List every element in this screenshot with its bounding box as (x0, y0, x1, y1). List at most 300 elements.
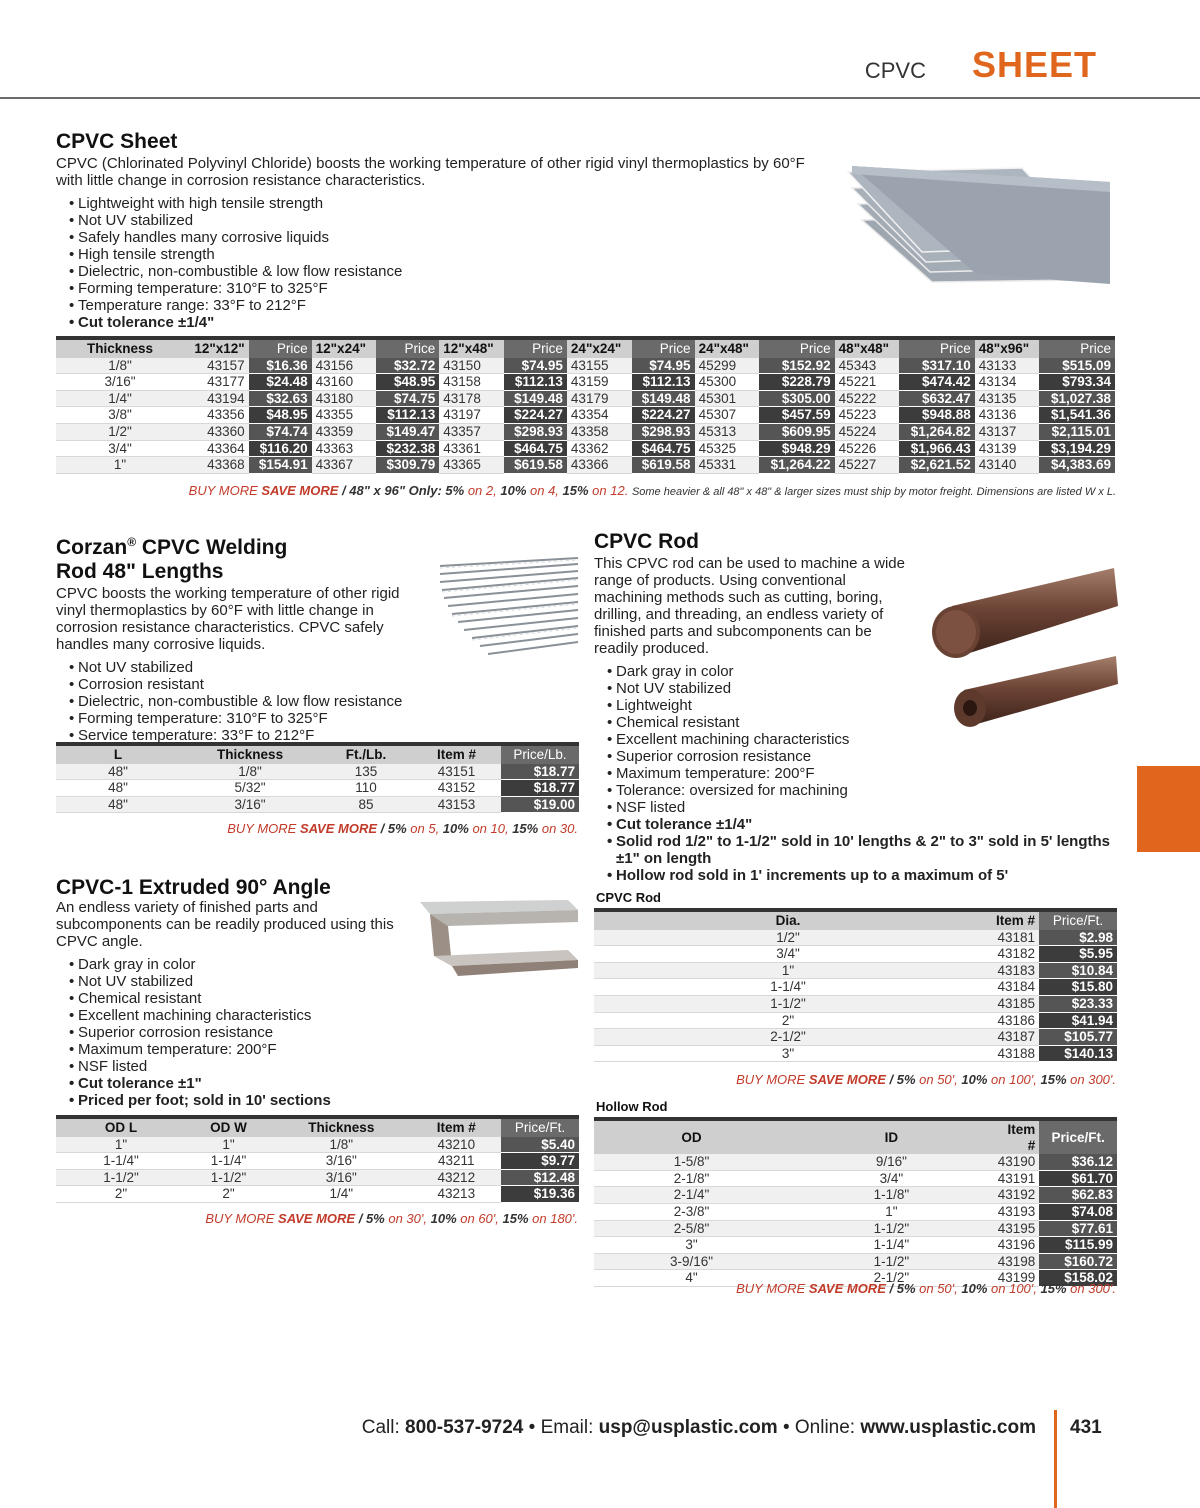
column-header: L (56, 744, 180, 764)
feature-item: • Cut tolerance ±1" (78, 1075, 436, 1092)
cell: 43177 (184, 374, 249, 391)
table-row (56, 1169, 579, 1186)
table-header-row (594, 910, 1117, 930)
price-cell: $41.94 (1039, 1012, 1117, 1029)
online-label: • Online: (777, 1417, 861, 1438)
column-header: 12"x48" (439, 338, 504, 358)
angle-price-table (56, 1115, 579, 1203)
price-cell: $232.38 (376, 440, 439, 457)
feature-item: • Dark gray in color (616, 663, 1116, 680)
table-row (56, 796, 579, 813)
discount-text: 5% (896, 1072, 916, 1087)
cell: 43139 (975, 440, 1040, 457)
price-cell: $632.47 (899, 390, 974, 407)
price-cell: $32.72 (376, 358, 439, 374)
price-cell: $23.33 (1039, 995, 1117, 1012)
price-cell: $948.88 (899, 407, 974, 424)
cell: 1-1/2" (594, 995, 982, 1012)
cell: 1-1/4" (594, 979, 982, 996)
cell: 43159 (567, 374, 632, 391)
price-cell: $18.77 (501, 780, 579, 797)
cell: 3/8" (56, 407, 184, 424)
cell: 1-1/2" (789, 1220, 994, 1237)
email-label: • Email: (523, 1417, 599, 1438)
column-header: Thickness (56, 338, 184, 358)
phone-number[interactable]: 800-537-9724 (405, 1417, 524, 1438)
buy-more-text: BUY MORE (188, 483, 262, 498)
sheet-features (56, 195, 826, 331)
column-header: Price/Ft. (1039, 1119, 1117, 1154)
feature-item: • Maximum temperature: 200°F (616, 765, 1116, 782)
cell: 1/4" (56, 390, 184, 407)
cell: 3/16" (180, 796, 320, 813)
feature-item: • Not UV stabilized (78, 659, 436, 676)
cell: 1/8" (180, 764, 320, 780)
cell: 43137 (975, 423, 1040, 440)
discount-text: on 50', (915, 1281, 962, 1296)
price-cell: $298.93 (504, 423, 567, 440)
hollow-rod-buy-more (736, 1281, 1116, 1296)
angle-section (56, 876, 436, 1109)
rod-description: This CPVC rod can be used to machine a wide range of products. Using conventional machining methods such as cutting, boring, drilling, and threading, an endless variety of finished parts and subcomponents can be readily produced. (594, 555, 905, 657)
feature-item: • Forming temperature: 310°F to 325°F (78, 280, 826, 297)
cell: 43193 (994, 1203, 1040, 1220)
price-cell: $149.48 (632, 390, 695, 407)
column-header: Price/Ft. (1039, 910, 1117, 930)
column-header: 12"x24" (312, 338, 377, 358)
cell: 43182 (982, 946, 1039, 963)
feature-item: • Chemical resistant (78, 990, 436, 1007)
price-cell: $61.70 (1039, 1170, 1117, 1187)
discount-text: on 2, (464, 483, 501, 498)
cell: 43178 (439, 390, 504, 407)
column-header: Item # (412, 1117, 501, 1137)
feature-item: • Not UV stabilized (78, 212, 826, 229)
cell: 1-5/8" (594, 1154, 789, 1170)
cell: 2" (594, 1012, 982, 1029)
table-row (594, 1253, 1117, 1270)
column-header: Ft./Lb. (320, 744, 412, 764)
price-cell: $112.13 (504, 374, 567, 391)
header-divider (0, 97, 1200, 99)
feature-item: • Tolerance: oversized for machining (616, 782, 1116, 799)
cell: 48" (56, 796, 180, 813)
cell: 43196 (994, 1237, 1040, 1254)
column-header: 24"x48" (695, 338, 760, 358)
cell: 2-1/4" (594, 1187, 789, 1204)
column-header: Item # (982, 910, 1039, 930)
column-header: Price (504, 338, 567, 358)
feature-item: • Lightweight (616, 697, 1116, 714)
cell: 45227 (835, 457, 900, 474)
column-header: Price (632, 338, 695, 358)
price-cell: $48.95 (249, 407, 312, 424)
price-cell: $464.75 (632, 440, 695, 457)
discount-text: 15% (502, 1211, 529, 1226)
price-cell: $112.13 (376, 407, 439, 424)
cell: 43363 (312, 440, 377, 457)
title-part: Rod 48" Lengths (56, 560, 224, 583)
price-cell: $3,194.29 (1039, 440, 1115, 457)
cell: 43185 (982, 995, 1039, 1012)
feature-item: • Safely handles many corrosive liquids (78, 229, 826, 246)
price-cell: $19.00 (501, 796, 579, 813)
discount-text: 5% (365, 1211, 385, 1226)
table-row (56, 440, 1115, 457)
price-cell: $1,264.82 (899, 423, 974, 440)
table-row (594, 995, 1117, 1012)
cell: 45313 (695, 423, 760, 440)
column-header: OD W (186, 1117, 271, 1137)
cell: 43158 (439, 374, 504, 391)
table-row (56, 390, 1115, 407)
cell: 110 (320, 780, 412, 797)
call-label: Call: (361, 1417, 406, 1438)
cell: 1-1/2" (186, 1169, 271, 1186)
price-cell: $309.79 (376, 457, 439, 474)
table-header-row (56, 1117, 579, 1137)
cell: 2" (56, 1186, 186, 1203)
cell: 43155 (567, 358, 632, 374)
feature-item: • Superior corrosion resistance (616, 748, 1116, 765)
cell: 1" (56, 1137, 186, 1153)
price-cell: $317.10 (899, 358, 974, 374)
cell: 43152 (412, 780, 501, 797)
cell: 48" (56, 764, 180, 780)
angle-description: An endless variety of finished parts and subcomponents can be readily produced using this CPVC angle. (56, 899, 394, 950)
column-header: Price/Ft. (501, 1117, 579, 1137)
save-more-text: SAVE MORE (299, 821, 378, 836)
discount-text: 5% (387, 821, 407, 836)
price-cell: $228.79 (759, 374, 834, 391)
cell: 4" (594, 1270, 789, 1287)
welding-rod-section (56, 530, 436, 744)
feature-item: • Cut tolerance ±1/4" (78, 314, 826, 331)
discount-text: 10% (961, 1281, 988, 1296)
table-row (594, 979, 1117, 996)
column-header: Item # (412, 744, 501, 764)
price-cell: $62.83 (1039, 1187, 1117, 1204)
discount-text: on 12. (588, 483, 632, 498)
price-cell: $457.59 (759, 407, 834, 424)
price-cell: $116.20 (249, 440, 312, 457)
feature-item: • Maximum temperature: 200°F (78, 1041, 436, 1058)
feature-item: • Lightweight with high tensile strength (78, 195, 826, 212)
price-cell: $77.61 (1039, 1220, 1117, 1237)
discount-text: on 4, (526, 483, 563, 498)
feature-item: • Cut tolerance ±1/4" (616, 816, 1116, 833)
cell: 45223 (835, 407, 900, 424)
price-cell: $298.93 (632, 423, 695, 440)
price-cell: $10.84 (1039, 962, 1117, 979)
price-cell: $9.77 (501, 1153, 579, 1170)
discount-text: on 300'. (1066, 1281, 1116, 1296)
cell: 43359 (312, 423, 377, 440)
table-row (594, 1203, 1117, 1220)
table-row (56, 374, 1115, 391)
column-header: Price (899, 338, 974, 358)
price-cell: $19.36 (501, 1186, 579, 1203)
welding-rod-image (438, 556, 580, 658)
cell: 43140 (975, 457, 1040, 474)
cell: 3-9/16" (594, 1253, 789, 1270)
section-tab (1137, 766, 1200, 852)
column-header: Price (376, 338, 439, 358)
welding-rod-title (56, 530, 436, 584)
column-header: 48"x48" (835, 338, 900, 358)
cell: 43198 (994, 1253, 1040, 1270)
column-header: OD L (56, 1117, 186, 1137)
cell: 43367 (312, 457, 377, 474)
rod-product-image (928, 560, 1118, 740)
table-row (56, 1153, 579, 1170)
price-cell: $74.74 (249, 423, 312, 440)
price-cell: $2,115.01 (1039, 423, 1115, 440)
cell: 45222 (835, 390, 900, 407)
table-row (594, 1029, 1117, 1046)
price-cell: $1,966.43 (899, 440, 974, 457)
price-cell: $112.13 (632, 374, 695, 391)
feature-item: • Excellent machining characteristics (78, 1007, 436, 1024)
column-header: Item # (994, 1119, 1040, 1154)
discount-text: on 30', (384, 1211, 431, 1226)
cell: 43153 (412, 796, 501, 813)
separator: / (885, 1281, 897, 1296)
cell: 43186 (982, 1012, 1039, 1029)
table-row (594, 1012, 1117, 1029)
feature-item: • Corrosion resistant (78, 676, 436, 693)
cell: 85 (320, 796, 412, 813)
cell: 1/2" (594, 930, 982, 946)
sheet-section (56, 130, 826, 331)
table-row (56, 407, 1115, 424)
email-link[interactable]: usp@usplastic.com (598, 1417, 778, 1438)
column-header: Price/Lb. (501, 744, 579, 764)
cell: 43150 (439, 358, 504, 374)
price-cell: $948.29 (759, 440, 834, 457)
price-cell: $224.27 (632, 407, 695, 424)
cell: 1-1/4" (789, 1237, 994, 1254)
cell: 43357 (439, 423, 504, 440)
discount-text: 10% (961, 1072, 988, 1087)
cell: 43197 (439, 407, 504, 424)
save-more-text: SAVE MORE (808, 1072, 886, 1087)
price-cell: $5.40 (501, 1137, 579, 1153)
price-cell: $115.99 (1039, 1237, 1117, 1254)
discount-text: on 100', (987, 1072, 1041, 1087)
table-row (56, 423, 1115, 440)
cell: 9/16" (789, 1154, 994, 1170)
price-cell: $1,541.36 (1039, 407, 1115, 424)
cell: 3" (594, 1045, 982, 1062)
price-cell: $793.34 (1039, 374, 1115, 391)
cell: 43151 (412, 764, 501, 780)
discount-text: on 180'. (528, 1211, 578, 1226)
price-cell: $140.13 (1039, 1045, 1117, 1062)
cell: 45325 (695, 440, 760, 457)
table-row (594, 1045, 1117, 1062)
save-more-text: SAVE MORE (261, 483, 339, 498)
column-header: Thickness (271, 1117, 412, 1137)
discount-text: 10% (442, 821, 469, 836)
column-header: Price (759, 338, 834, 358)
table-header-row (594, 1119, 1117, 1154)
cell: 1-1/8" (789, 1187, 994, 1204)
feature-item: • NSF listed (78, 1058, 436, 1075)
cell: 1" (186, 1137, 271, 1153)
page-number: 431 (1070, 1417, 1102, 1438)
cell: 1" (789, 1203, 994, 1220)
feature-item: • Dark gray in color (78, 956, 436, 973)
discount-text: on 60', (456, 1211, 503, 1226)
hollow-rod-price-table (594, 1117, 1117, 1287)
cell: 43183 (982, 962, 1039, 979)
price-cell: $2,621.52 (899, 457, 974, 474)
save-more-text: SAVE MORE (278, 1211, 356, 1226)
sheet-description: CPVC (Chlorinated Polyvinyl Chloride) boosts the working temperature of other rigid vinyl thermoplastics by 60°F with little change in corrosion resistance characteristics. (56, 155, 805, 189)
feature-item: • Priced per foot; sold in 10' sections (78, 1092, 436, 1109)
cell: 2-3/8" (594, 1203, 789, 1220)
price-cell: $1,027.38 (1039, 390, 1115, 407)
price-cell: $48.95 (376, 374, 439, 391)
cell: 43192 (994, 1187, 1040, 1204)
feature-item: • Forming temperature: 310°F to 325°F (78, 710, 436, 727)
cell: 1" (56, 457, 184, 474)
table-row (594, 1220, 1117, 1237)
price-cell: $12.48 (501, 1169, 579, 1186)
column-header: Price (1039, 338, 1115, 358)
cell: 43194 (184, 390, 249, 407)
separator: / (377, 821, 388, 836)
welding-rod-description: CPVC boosts the working temperature of other rigid vinyl thermoplastics by 60°F with little change in corrosion resistance characteristics. CPVC safely handles many corrosive liquids. (56, 585, 400, 653)
cell: 43195 (994, 1220, 1040, 1237)
discount-text: on 300'. (1066, 1072, 1116, 1087)
cell: 45301 (695, 390, 760, 407)
price-cell: $1,264.22 (759, 457, 834, 474)
cell: 43180 (312, 390, 377, 407)
feature-item: • Dielectric, non-combustible & low flow resistance (78, 263, 826, 280)
cell: 1/4" (271, 1186, 412, 1203)
discount-text: 48" x 96" Only: 5% (349, 483, 465, 498)
cell: 45307 (695, 407, 760, 424)
discount-text: on 100', (987, 1281, 1041, 1296)
discount-text: on 5, (406, 821, 443, 836)
table-row (56, 457, 1115, 474)
cell: 45300 (695, 374, 760, 391)
table-row (56, 764, 579, 780)
category-label: CPVC (864, 58, 926, 83)
discount-text: 10% (430, 1211, 457, 1226)
cell: 3/16" (271, 1153, 412, 1170)
price-cell: $154.91 (249, 457, 312, 474)
cell: 1/8" (271, 1137, 412, 1153)
feature-item: • Not UV stabilized (78, 973, 436, 990)
welding-rod-price-table (56, 742, 579, 813)
cell: 45226 (835, 440, 900, 457)
cell: 45224 (835, 423, 900, 440)
cell: 43364 (184, 440, 249, 457)
separator: / (885, 1072, 897, 1087)
cell: 43360 (184, 423, 249, 440)
cell: 43362 (567, 440, 632, 457)
price-cell: $305.00 (759, 390, 834, 407)
title-part: Corzan (56, 536, 128, 559)
separator: / (355, 1211, 366, 1226)
feature-item: • Service temperature: 33°F to 212°F (78, 727, 436, 744)
cell: 43356 (184, 407, 249, 424)
buy-more-text: BUY MORE (227, 821, 300, 836)
price-cell: $105.77 (1039, 1029, 1117, 1046)
cell: 3/4" (56, 440, 184, 457)
price-cell: $74.08 (1039, 1203, 1117, 1220)
feature-item: • Superior corrosion resistance (78, 1024, 436, 1041)
discount-text: on 50', (915, 1072, 962, 1087)
price-cell: $18.77 (501, 764, 579, 780)
price-cell: $74.95 (504, 358, 567, 374)
cell: 48" (56, 780, 180, 797)
price-cell: $152.92 (759, 358, 834, 374)
feature-item: • Not UV stabilized (616, 680, 1116, 697)
price-cell: $36.12 (1039, 1154, 1117, 1170)
hollow-rod-caption: Hollow Rod (596, 1099, 668, 1114)
website-link[interactable]: www.usplastic.com (860, 1417, 1036, 1438)
cell: 43199 (994, 1270, 1040, 1287)
price-cell: $74.75 (376, 390, 439, 407)
buy-more-text: BUY MORE (205, 1211, 279, 1226)
cell: 1-1/2" (56, 1169, 186, 1186)
cell: 43191 (994, 1170, 1040, 1187)
sheet-product-image (842, 152, 1114, 284)
cell: 2-1/2" (594, 1029, 982, 1046)
cell: 43368 (184, 457, 249, 474)
cell: 43213 (412, 1186, 501, 1203)
cell: 3/4" (594, 946, 982, 963)
cell: 43365 (439, 457, 504, 474)
price-cell: $609.95 (759, 423, 834, 440)
feature-item: • Excellent machining characteristics (616, 731, 1116, 748)
cell: 2" (186, 1186, 271, 1203)
price-cell: $32.63 (249, 390, 312, 407)
footer-contact (362, 1417, 1036, 1439)
discount-text: 10% (500, 483, 527, 498)
cell: 135 (320, 764, 412, 780)
cell: 43212 (412, 1169, 501, 1186)
price-cell: $74.95 (632, 358, 695, 374)
price-cell: $15.80 (1039, 979, 1117, 996)
cell: 45299 (695, 358, 760, 374)
price-cell: $149.47 (376, 423, 439, 440)
cell: 1-1/4" (186, 1153, 271, 1170)
table-row (56, 1186, 579, 1203)
welding-rod-features (56, 659, 436, 744)
discount-text: 15% (512, 821, 539, 836)
table-row (594, 1237, 1117, 1254)
cell: 1/2" (56, 423, 184, 440)
cell: 43133 (975, 358, 1040, 374)
discount-text: 15% (562, 483, 589, 498)
angle-features (56, 956, 436, 1109)
angle-product-image (418, 896, 580, 978)
registered-mark: ® (127, 535, 137, 549)
cell: 43358 (567, 423, 632, 440)
table-header-row (56, 338, 1115, 358)
discount-text: on 10, (468, 821, 513, 836)
cell: 43136 (975, 407, 1040, 424)
discount-text: 15% (1040, 1281, 1067, 1296)
section-title: SHEET (972, 44, 1098, 85)
cell: 43160 (312, 374, 377, 391)
price-cell: $24.48 (249, 374, 312, 391)
